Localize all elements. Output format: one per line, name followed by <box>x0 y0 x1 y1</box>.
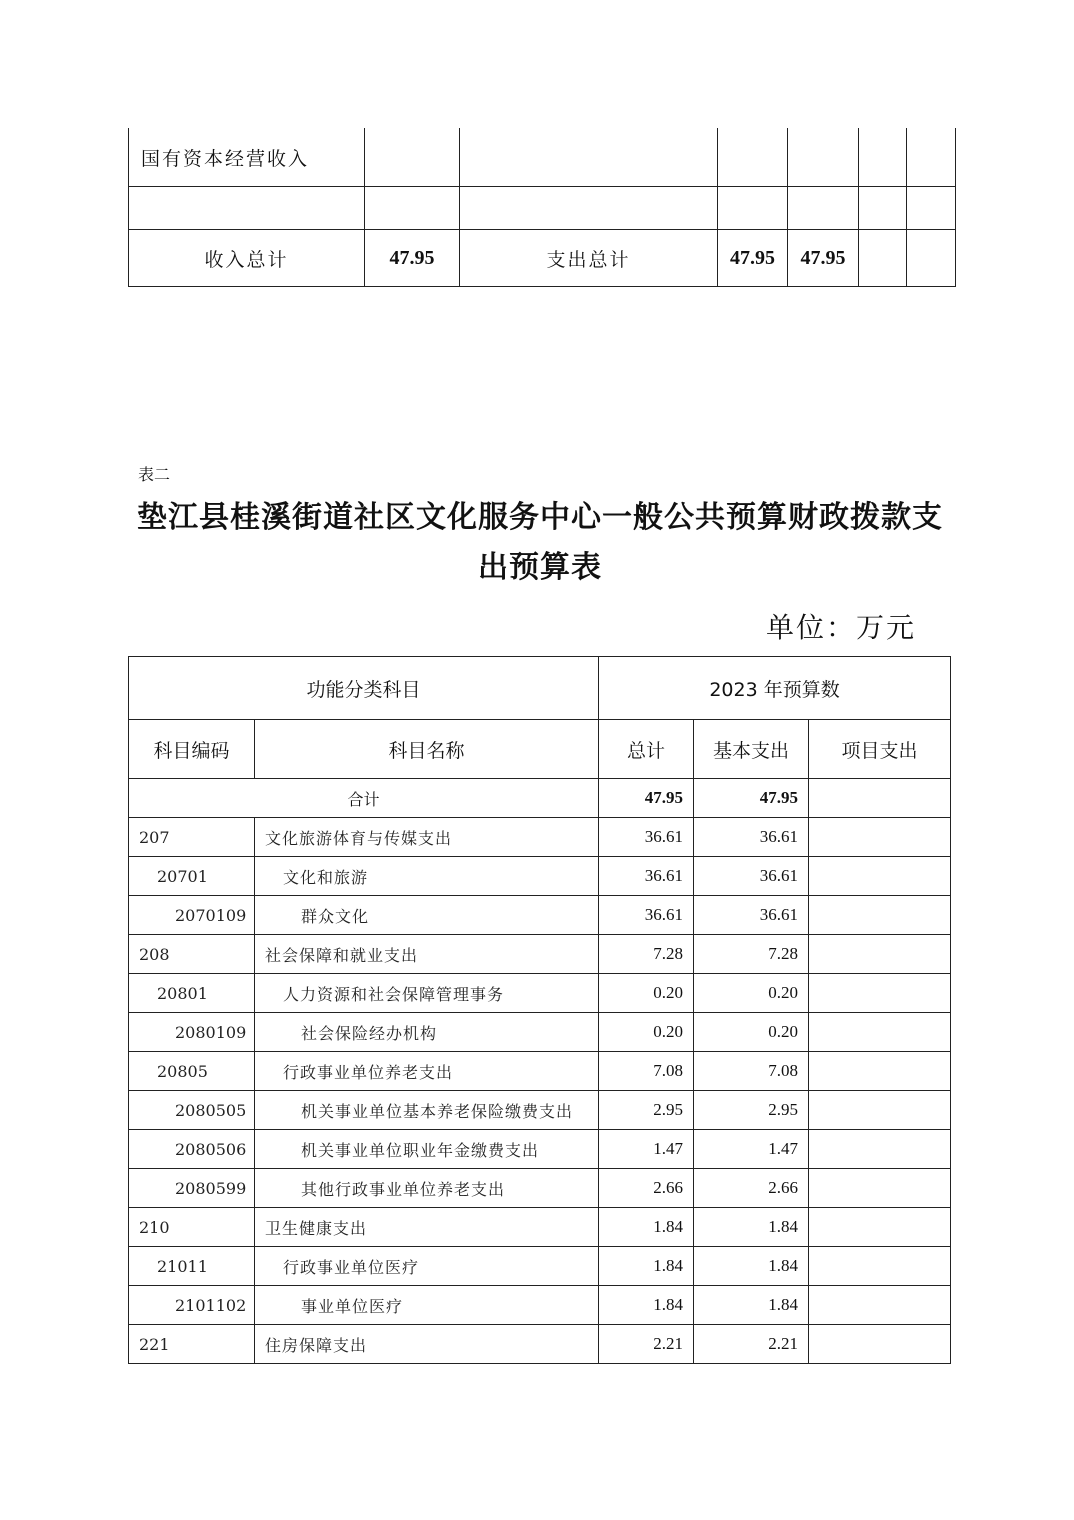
header-budget-year: 2023 年预算数 <box>599 657 951 720</box>
expense-total-label: 支出总计 <box>460 230 718 287</box>
income-item-label: 国有资本经营收入 <box>129 128 365 187</box>
table-row <box>129 187 956 230</box>
project-value-cell <box>809 935 951 974</box>
total-value-cell: 1.84 <box>599 1208 694 1247</box>
project-value-cell <box>809 1013 951 1052</box>
total-value-cell: 36.61 <box>599 818 694 857</box>
header-name: 科目名称 <box>255 720 599 779</box>
unit-label: 单位：万元 <box>766 611 917 644</box>
basic-value-cell: 1.84 <box>694 1247 809 1286</box>
basic-value-cell: 2.21 <box>694 1325 809 1364</box>
total-label: 合计 <box>129 779 599 818</box>
subject-name-cell: 卫生健康支出 <box>255 1208 599 1247</box>
income-item-label <box>129 187 365 230</box>
totals-row <box>129 230 956 287</box>
total-value-cell: 1.47 <box>599 1130 694 1169</box>
table-number-label: 表二 <box>138 465 171 484</box>
table-row <box>129 1169 951 1208</box>
subject-code-cell: 2080505 <box>129 1091 255 1130</box>
total-project-value <box>809 779 951 818</box>
title-line-2: 出预算表 <box>478 550 602 585</box>
basic-value-cell: 0.20 <box>694 974 809 1013</box>
subject-name-cell: 机关事业单位职业年金缴费支出 <box>255 1130 599 1169</box>
header-functional-category: 功能分类科目 <box>129 657 599 720</box>
subject-code-cell: 210 <box>129 1208 255 1247</box>
subject-name-cell: 社会保障和就业支出 <box>255 935 599 974</box>
expense-basic-total-value: 47.95 <box>788 230 859 287</box>
subject-name-cell: 文化旅游体育与传媒支出 <box>255 818 599 857</box>
project-value-cell <box>809 1130 951 1169</box>
subject-name-cell: 机关事业单位基本养老保险缴费支出 <box>255 1091 599 1130</box>
subject-name-cell: 住房保障支出 <box>255 1325 599 1364</box>
project-value-cell <box>809 896 951 935</box>
project-value-cell <box>809 818 951 857</box>
basic-value-cell: 36.61 <box>694 857 809 896</box>
subject-name-cell: 人力资源和社会保障管理事务 <box>255 974 599 1013</box>
header-project: 项目支出 <box>809 720 951 779</box>
subject-name-cell: 社会保险经办机构 <box>255 1013 599 1052</box>
basic-value-cell: 1.84 <box>694 1208 809 1247</box>
total-value-cell: 36.61 <box>599 896 694 935</box>
total-value-cell: 7.08 <box>599 1052 694 1091</box>
total-value-cell: 1.84 <box>599 1286 694 1325</box>
total-row <box>129 779 951 818</box>
project-value-cell <box>809 974 951 1013</box>
project-value-cell <box>809 1286 951 1325</box>
basic-value-cell: 7.08 <box>694 1052 809 1091</box>
income-total-label: 收入总计 <box>129 230 365 287</box>
table-row <box>129 857 951 896</box>
basic-value-cell: 7.28 <box>694 935 809 974</box>
subject-name-cell: 事业单位医疗 <box>255 1286 599 1325</box>
subject-name-cell: 行政事业单位养老支出 <box>255 1052 599 1091</box>
table-row <box>129 128 956 187</box>
project-value-cell <box>809 1325 951 1364</box>
header-code: 科目编码 <box>129 720 255 779</box>
basic-value-cell: 2.66 <box>694 1169 809 1208</box>
subject-name-cell: 群众文化 <box>255 896 599 935</box>
subject-code-cell: 21011 <box>129 1247 255 1286</box>
table-row <box>129 1325 951 1364</box>
basic-value-cell: 36.61 <box>694 818 809 857</box>
total-value-cell: 7.28 <box>599 935 694 974</box>
table-row <box>129 1013 951 1052</box>
subject-code-cell: 2101102 <box>129 1286 255 1325</box>
income-expense-summary-table <box>128 128 956 287</box>
income-total-value: 47.95 <box>365 230 460 287</box>
total-value-cell: 0.20 <box>599 974 694 1013</box>
header-basic: 基本支出 <box>694 720 809 779</box>
budget-expenditure-table <box>128 656 951 1364</box>
basic-value-cell: 36.61 <box>694 896 809 935</box>
subject-code-cell: 207 <box>129 818 255 857</box>
subject-code-cell: 2080109 <box>129 1013 255 1052</box>
table-row <box>129 1208 951 1247</box>
table-row <box>129 935 951 974</box>
subject-code-cell: 221 <box>129 1325 255 1364</box>
table-row <box>129 1091 951 1130</box>
table-row <box>129 1130 951 1169</box>
project-value-cell <box>809 1247 951 1286</box>
total-sum-value: 47.95 <box>599 779 694 818</box>
subject-name-cell: 文化和旅游 <box>255 857 599 896</box>
table-row <box>129 818 951 857</box>
subject-name-cell: 行政事业单位医疗 <box>255 1247 599 1286</box>
basic-value-cell: 0.20 <box>694 1013 809 1052</box>
title-line-1: 垫江县桂溪街道社区文化服务中心一般公共预算财政拨款支 <box>137 500 943 535</box>
subject-code-cell: 2080599 <box>129 1169 255 1208</box>
total-value-cell: 1.84 <box>599 1247 694 1286</box>
table-row <box>129 896 951 935</box>
project-value-cell <box>809 1169 951 1208</box>
total-value-cell: 0.20 <box>599 1013 694 1052</box>
header-total: 总计 <box>599 720 694 779</box>
table-row <box>129 974 951 1013</box>
subject-code-cell: 20701 <box>129 857 255 896</box>
table-row <box>129 1247 951 1286</box>
basic-value-cell: 2.95 <box>694 1091 809 1130</box>
subject-code-cell: 20805 <box>129 1052 255 1091</box>
total-basic-value: 47.95 <box>694 779 809 818</box>
total-value-cell: 2.95 <box>599 1091 694 1130</box>
subject-name-cell: 其他行政事业单位养老支出 <box>255 1169 599 1208</box>
header-row <box>129 720 951 779</box>
header-row <box>129 657 951 720</box>
table-row <box>129 1052 951 1091</box>
subject-code-cell: 20801 <box>129 974 255 1013</box>
basic-value-cell: 1.84 <box>694 1286 809 1325</box>
total-value-cell: 2.66 <box>599 1169 694 1208</box>
project-value-cell <box>809 1091 951 1130</box>
total-value-cell: 2.21 <box>599 1325 694 1364</box>
total-value-cell: 36.61 <box>599 857 694 896</box>
project-value-cell <box>809 857 951 896</box>
project-value-cell <box>809 1208 951 1247</box>
subject-code-cell: 2070109 <box>129 896 255 935</box>
project-value-cell <box>809 1052 951 1091</box>
subject-code-cell: 208 <box>129 935 255 974</box>
page-title <box>120 493 960 593</box>
subject-code-cell: 2080506 <box>129 1130 255 1169</box>
expense-total-value: 47.95 <box>718 230 788 287</box>
table-row <box>129 1286 951 1325</box>
basic-value-cell: 1.47 <box>694 1130 809 1169</box>
